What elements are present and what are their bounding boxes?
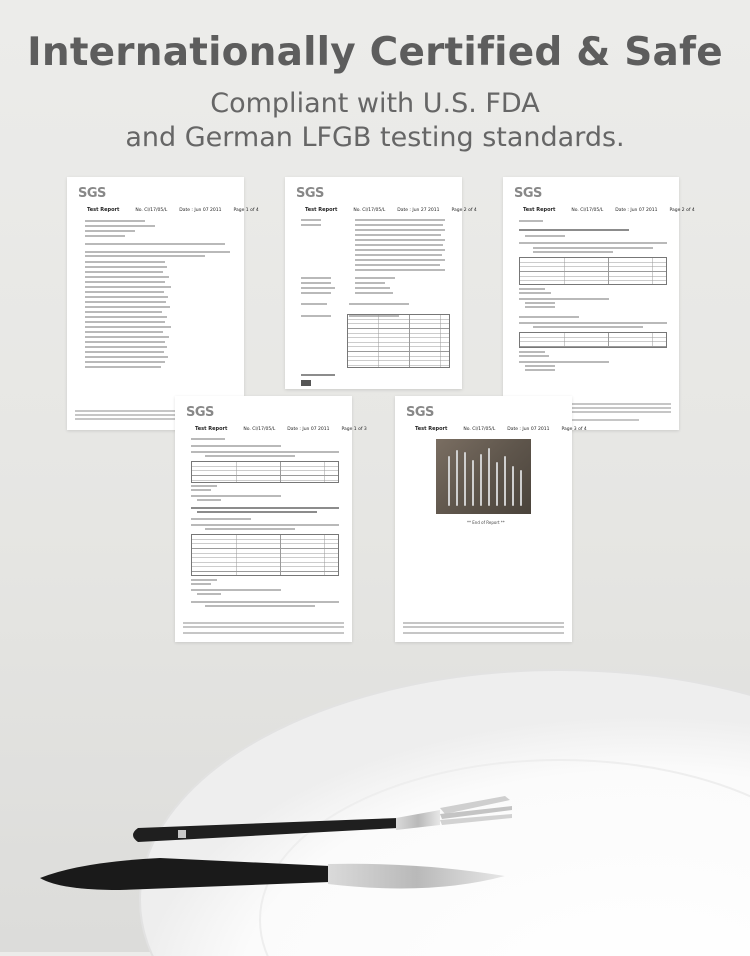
photo-caption: ** End of Report ** — [467, 520, 505, 525]
sgs-report-page-4 — [175, 396, 367, 642]
subtitle-line-1: Compliant with U.S. FDA — [210, 88, 540, 119]
report-header: Test Report No. CI/17/05/L Date : Jun 07 2011 Page 1 of 4 — [87, 207, 259, 213]
page-headline: Internationally Certified & Safe — [27, 30, 723, 75]
plate-illustration — [0, 650, 750, 952]
report-header: Test Report No. CI/17/05/L Date : Jun 07 2011 Page 3 of 4 — [415, 426, 587, 432]
subtitle-line-2: and German LFGB testing standards. — [125, 122, 625, 153]
report-header: Test Report No. CI/17/05/L Date : Jun 07 2011 Page 1 of 3 — [195, 426, 367, 432]
sgs-report-page-3 — [503, 177, 695, 430]
cutlery-sample-photo — [436, 439, 531, 514]
plate-with-cutlery-photo — [0, 650, 750, 952]
sgs-logo: SGS — [186, 405, 214, 420]
sgs-logo: SGS — [78, 186, 106, 201]
report-header: Test Report No. CI/17/05/L Date : Jun 07 2011 Page 2 of 4 — [523, 207, 695, 213]
sgs-logo: SGS — [406, 405, 434, 420]
sgs-report-page-5 — [395, 396, 587, 642]
sgs-report-page-2 — [285, 177, 477, 389]
sgs-logo: SGS — [296, 186, 324, 201]
sgs-logo: SGS — [514, 186, 542, 201]
report-header: Test Report No. CI/17/05/L Date : Jun 27 2011 Page 2 of 4 — [305, 207, 477, 213]
sgs-report-page-1 — [67, 177, 259, 430]
